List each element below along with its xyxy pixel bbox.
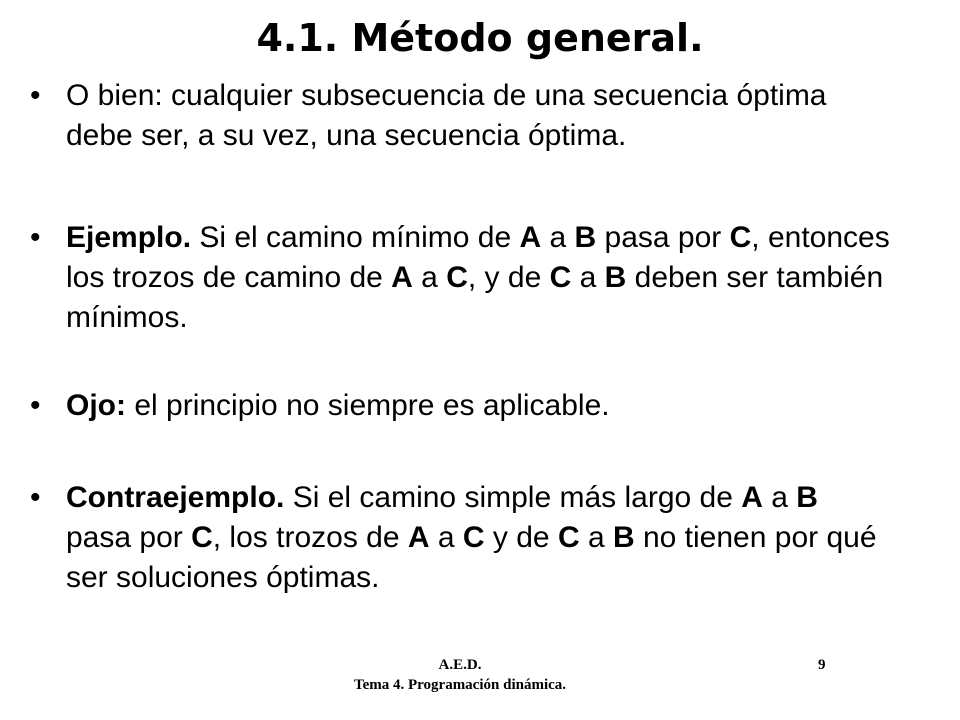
bullet-item-example <box>30 218 890 338</box>
node-label: C <box>191 521 213 554</box>
text-run: a <box>579 521 613 554</box>
text-run: , los trozos de <box>212 521 408 554</box>
node-label: A <box>407 521 430 554</box>
text-run: a <box>412 261 447 294</box>
node-label: C <box>446 261 468 294</box>
text-run: a <box>429 521 463 554</box>
text-run: Si el camino simple más largo de <box>284 481 742 514</box>
footer-topic: Tema 4. Programación dinámica. <box>353 677 567 693</box>
footer-course: A.E.D. <box>438 657 482 673</box>
bullet-text <box>66 218 890 338</box>
counterexample-label: Contraejemplo. <box>66 481 285 514</box>
bullet-marker: • <box>30 481 41 514</box>
node-label: A <box>391 261 413 294</box>
text-run: el principio no siempre es aplicable. <box>126 389 610 422</box>
text-run: , entonces los trozos de camino de <box>66 221 890 294</box>
bullet-text: O bien: cualquier subsecuencia de una secuencia óptima debe ser, a su vez, una secuencia óptima. <box>66 79 827 152</box>
node-label: B <box>604 261 627 294</box>
bullet-text <box>66 478 890 598</box>
bullet-item-counterexample <box>30 478 890 598</box>
caution-label: Ojo: <box>66 389 126 422</box>
text-run: Si el camino mínimo de <box>191 221 520 254</box>
node-label: B <box>796 481 818 514</box>
text-run: a <box>762 481 797 514</box>
bullet-marker: • <box>30 79 41 112</box>
node-label: B <box>574 221 597 254</box>
text-run: no tienen por qué ser soluciones óptimas. <box>66 521 877 594</box>
text-run: pasa por <box>66 521 192 554</box>
page-number: 9 <box>818 657 826 673</box>
text-run: deben ser también mínimos. <box>66 261 884 334</box>
footer-course-info <box>0 655 920 695</box>
node-label: C <box>557 521 580 554</box>
example-label: Ejemplo. <box>66 221 192 254</box>
node-label: A <box>741 481 763 514</box>
text-run: , y de <box>467 261 550 294</box>
bullet-marker: • <box>30 389 41 422</box>
node-label: C <box>729 221 752 254</box>
text-run: a <box>571 261 605 294</box>
node-label: C <box>549 261 572 294</box>
text-run: y de <box>484 521 558 554</box>
bullet-item-caution <box>30 386 890 426</box>
node-label: A <box>519 221 542 254</box>
node-label: B <box>612 521 635 554</box>
text-run: a <box>541 221 575 254</box>
bullet-item-optimal-subsequence <box>30 76 890 156</box>
text-run: pasa por <box>596 221 730 254</box>
slide-title: 4.1. Método general. <box>256 16 704 60</box>
node-label: C <box>462 521 485 554</box>
bullet-text <box>66 386 890 426</box>
bullet-marker: • <box>30 221 41 254</box>
